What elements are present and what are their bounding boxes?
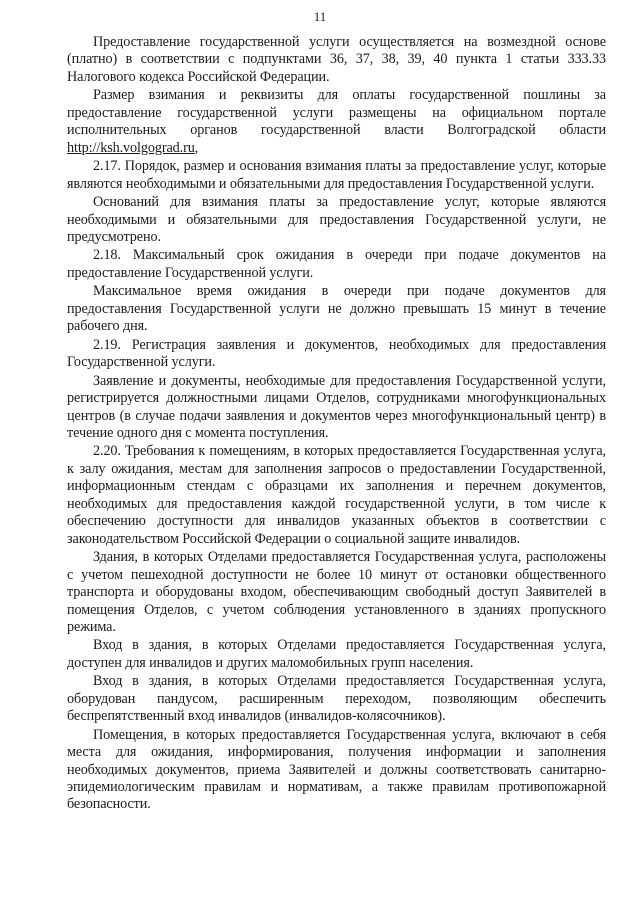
paragraph-fee-details-suffix: ,: [194, 139, 199, 156]
paragraph-entrance-ramp: Вход в здания, в которых Отделами предоставляется Государственная услуга, оборудован пандусом, расширенным переходом, позволяющим обеспечить беспрепятственный вход инвалидов (инвалидов-колясочников).: [67, 673, 606, 725]
document-body: [67, 34, 606, 814]
paragraph-fee-details-text: Размер взимания и реквизиты для оплаты государственной пошлины за предоставление государственной услуги размещены на официальном портале исполнительных органов государственной власти Волгоградской области: [67, 87, 606, 139]
paragraph-fee-details: [67, 87, 606, 157]
paragraph-2-20: 2.20. Требования к помещениям, в которых предоставляется Государственная услуга, к залу ожидания, местам для заполнения запросов о предоставлении Государственной, информационным стендам с образцами их заполнения и перечнем документов, необходимых для предоставления каждой государственной услуги, в том числе к обеспечению доступности для инвалидов указанных объектов в соответствии с законодательством Российской Федерации о социальной защите инвалидов.: [67, 443, 606, 547]
paragraph-no-fee: Оснований для взимания платы за предоставление услуг, которые являются необходимыми и обязательными для предоставления Государственной услуги, не предусмотрено.: [67, 194, 606, 245]
paragraph-wait-time: Максимальное время ожидания в очереди при подаче документов для предоставления Государственной услуги не должно превышать 15 минут в течение рабочего дня.: [67, 283, 606, 335]
page-number: 11: [313, 9, 327, 24]
paragraph-fee-basis: Предоставление государственной услуги осуществляется на возмездной основе (платно) в соответствии с подпунктами 36, 37, 38, 39, 40 пункта 1 статьи 333.33 Налогового кодекса Российской Федерации.: [67, 34, 606, 85]
paragraph-buildings: Здания, в которых Отделами предоставляется Государственная услуга, расположены с учетом пешеходной доступности не более 10 минут от остановки общественного транспорта и оборудованы входом, обеспечивающим свободный доступ Заявителей в помещения Отделов, с учетом соблюдения установленного в зданиях пропускного режима.: [67, 549, 606, 635]
paragraph-2-17: 2.17. Порядок, размер и основания взимания платы за предоставление услуг, которые являются необходимыми и обязательными для предоставления Государственной услуги.: [67, 158, 606, 192]
paragraph-2-19: 2.19. Регистрация заявления и документов, необходимых для предоставления Государственной услуги.: [67, 336, 606, 371]
paragraph-2-18: 2.18. Максимальный срок ожидания в очереди при подаче документов на предоставление Государственной услуги.: [67, 247, 606, 281]
paragraph-registration: Заявление и документы, необходимые для предоставления Государственной услуги, регистрируется должностными лицами Отделов, сотрудниками многофункциональных центров (в случае подачи заявления и документов через многофункциональный центр) в течение одного дня с момента поступления.: [67, 372, 606, 441]
paragraph-premises: Помещения, в которых предоставляется Государственная услуга, включают в себя места для ожидания, информирования, получения информации и заполнения необходимых документов, приема Заявителей и должны соответствовать санитарно-эпидемиологическим правилам и нормативам, а также правилам противопожарной безопасности.: [67, 726, 606, 813]
paragraph-entrance-access: Вход в здания, в которых Отделами предоставляется Государственная услуга, доступен для инвалидов и других маломобильных групп населения.: [67, 637, 606, 671]
portal-link[interactable]: http://ksh.volgograd.ru: [67, 139, 195, 156]
